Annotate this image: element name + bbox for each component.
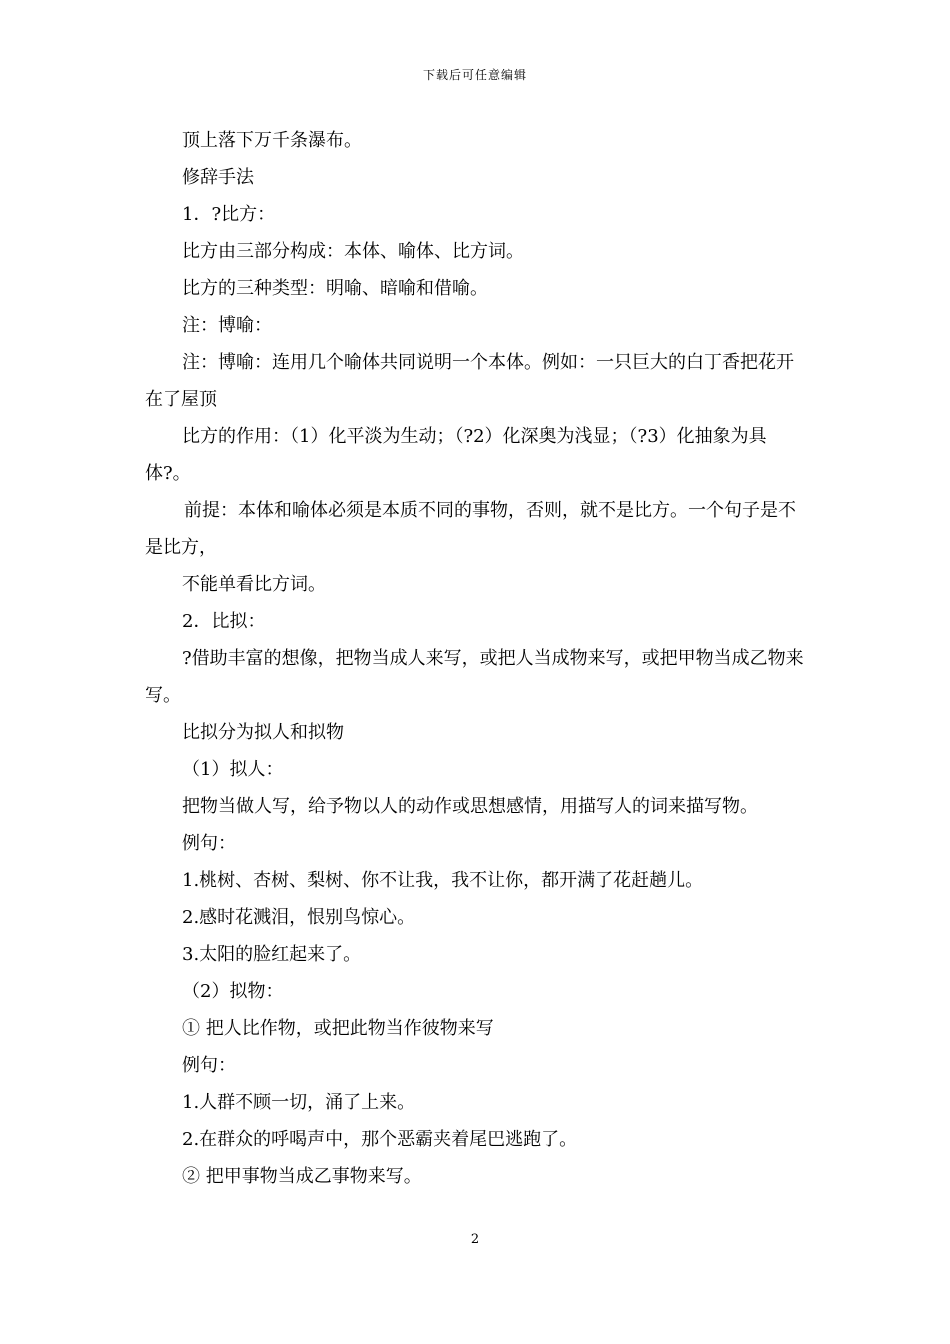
paragraph: ?借助丰富的想像，把物当成人来写，或把人当成物来写，或把甲物当成乙物来写。 <box>145 648 804 706</box>
text-line: 把物当做人写，给予物以人的动作或思想感情，用描写人的词来描写物。 <box>182 796 758 817</box>
paragraph: 注：博喻：连用几个喻体共同说明一个本体。例如：一只巨大的白丁香把花开在了屋顶 <box>145 352 794 410</box>
list-item: ① 把人比作物，或把此物当作彼物来写 <box>182 1018 494 1039</box>
text-line: 比方的三种类型：明喻、暗喻和借喻。 <box>182 278 488 299</box>
page-header: 下载后可任意编辑 <box>422 68 527 82</box>
subheading: （2）拟物： <box>182 981 284 1002</box>
text-line: 注：博喻： <box>182 315 272 336</box>
list-item: 2.在群众的呼喝声中，那个恶霸夹着尾巴逃跑了。 <box>182 1129 578 1150</box>
text-line: 比方由三部分构成：本体、喻体、比方词。 <box>182 241 524 262</box>
paragraph: 比方的作用：（1）化平淡为生动；（?2）化深奥为浅显；（?3）化抽象为具体?。 <box>145 426 767 484</box>
list-item: 3.太阳的脸红起来了。 <box>182 944 362 965</box>
list-item: 1.桃树、杏树、梨树、你不让我，我不让你，都开满了花赶趟儿。 <box>182 870 704 891</box>
list-item: 2.感时花溅泪，恨别鸟惊心。 <box>182 907 416 928</box>
text-line: 顶上落下万千条瀑布。 <box>182 130 362 151</box>
document-body <box>145 122 810 1195</box>
text-line: 例句： <box>182 833 236 854</box>
list-item: ② 把甲事物当成乙事物来写。 <box>182 1166 422 1187</box>
section-heading: 修辞手法 <box>182 167 254 188</box>
text-line: 不能单看比方词。 <box>182 574 326 595</box>
list-item: 1.人群不顾一切，涌了上来。 <box>182 1092 416 1113</box>
text-line: 例句： <box>182 1055 236 1076</box>
subheading: （1）拟人： <box>182 759 284 780</box>
page-number: 2 <box>470 1232 480 1247</box>
subheading: 2．比拟： <box>182 611 266 632</box>
text-line: 比拟分为拟人和拟物 <box>182 722 344 743</box>
subheading: 1．?比方： <box>182 204 276 225</box>
paragraph: 前提：本体和喻体必须是本质不同的事物，否则，就不是比方。一个句子是不是比方， <box>145 500 796 558</box>
